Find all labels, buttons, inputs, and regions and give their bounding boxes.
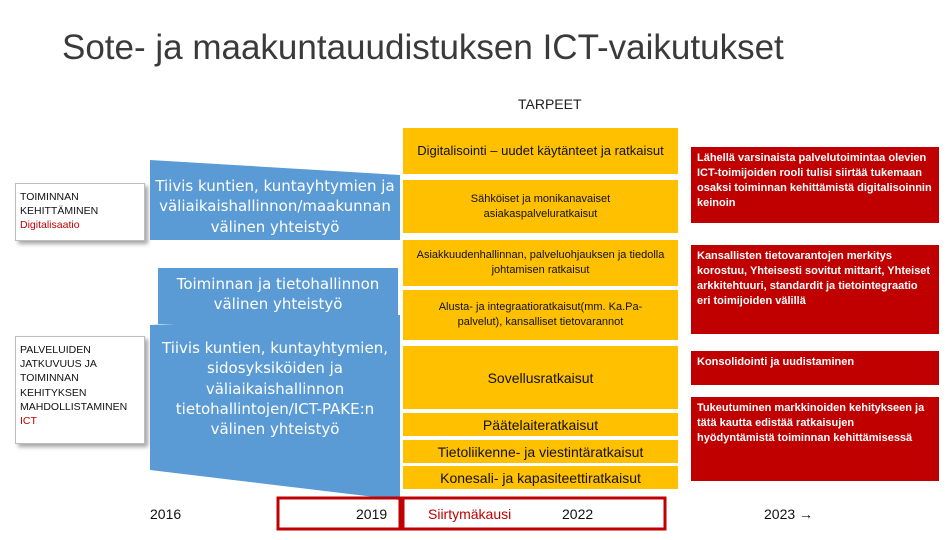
red-box-tietovarannot: Kansallisten tietovarantojen merkitys korostuu, Yhteisesti sovitut mittarit, Yhteiset arkkitehtuuri, standardit ja tietointegraatio eri toimijoiden välillä [690,244,940,335]
left-box-line-highlight: Digitalisaatio [20,219,80,232]
left-box-line: KEHITYKSEN [20,386,87,399]
left-box-line: TOIMINNAN [20,372,79,385]
siirtymakausi-label: Siirtymäkausi [428,506,512,522]
yellow-box-alusta: Alusta- ja integraatioratkaisut(mm. Ka.Pa-palvelut), kansalliset tietovarannot [403,290,678,340]
red-box-markkinat: Tukeutuminen markkinoiden kehitykseen ja tätä kautta edistää ratkaisujen hyödyntämistä toiminnan kehittämisessä [690,396,940,482]
left-box-line: TOIMINNAN [20,191,79,203]
left-box-line: PALVELUIDEN [20,344,91,356]
year-2016: 2016 [150,506,182,522]
red-box-konsolidointi: Konsolidointi ja uudistaminen [690,350,940,386]
yellow-box-konesali: Konesali- ja kapasiteettiratkaisut [403,466,678,489]
left-box-line-highlight: ICT [20,414,37,427]
year-2019: 2019 [356,506,388,522]
blue-text-top: Tiivis kuntien, kuntayhtymien ja väliaikaishallinnon/maakunnan välinen yhteistyö [155,177,395,236]
left-box-line: KEHITTÄMINEN [20,205,99,218]
arrow-right-icon: → [799,506,814,522]
left-box-line: JATKUVUUS JA [20,358,97,371]
blue-text-bottom: Tiivis kuntien, kuntayhtymien, sidosyksiköiden ja väliaikaishallinnon tietohallintojen/ICT-PAKE:n välinen yhteistyö [162,339,388,438]
year-2022: 2022 [562,506,594,522]
tarpeet-label: TARPEET [518,96,582,112]
year-2023 [764,506,813,522]
yellow-box-tietoliikenne: Tietoliikenne- ja viestintäratkaisut [403,440,678,463]
yellow-box-sahkoiset: Sähköiset ja monikanavaiset asiakaspalveluratkaisut [403,180,678,233]
red-box-ict-roolit: Lähellä varsinaista palvelutoimintaa olevien ICT-toimijoiden rooli tulisi siirtää tukemaan osaksi toiminnan kehittämistä digitalisoinnin keinoin [690,146,940,224]
year-2023-text: 2023 [764,506,796,522]
yellow-box-digitalisointi: Digitalisointi – uudet käytänteet ja ratkaisut [403,128,678,174]
left-box-line: MAHDOLLISTAMINEN [20,400,128,413]
page-title: Sote- ja maakuntauudistuksen ICT-vaikutukset [62,28,784,67]
yellow-box-asiakkuudenhallinnan: Asiakkuudenhallinnan, palveluohjauksen ja tiedolla johtamisen ratkaisut [403,240,678,286]
yellow-box-sovellus: Sovellusratkaisut [403,346,678,409]
blue-text-middle: Toiminnan ja tietohallinnon välinen yhteistyö [176,275,380,314]
yellow-box-paatelaite: Päätelaiteratkaisut [403,413,678,436]
